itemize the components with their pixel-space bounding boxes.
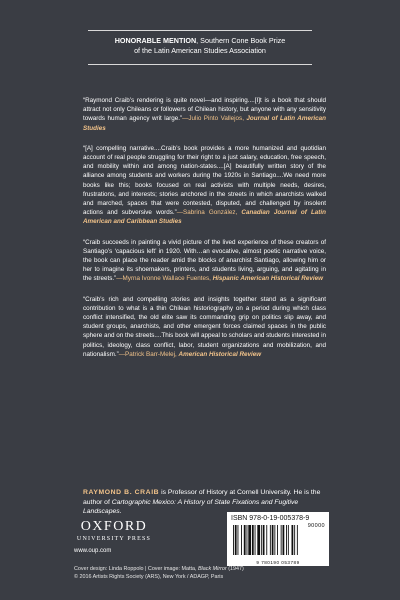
award-rule-top xyxy=(88,30,312,31)
barcode-stripe xyxy=(255,525,256,555)
barcode-stripe xyxy=(272,525,274,555)
quote-1 xyxy=(83,96,326,133)
barcode-stripe xyxy=(247,525,248,555)
award-title: HONORABLE MENTION xyxy=(114,36,197,45)
barcode-stripe xyxy=(288,525,289,555)
publisher-logo xyxy=(74,519,154,542)
quotes-section xyxy=(83,96,326,370)
quote-author: —Patrick Barr-Melej, xyxy=(118,350,179,358)
barcode-stripe xyxy=(270,525,271,555)
author-name: RAYMOND B. CRAIB xyxy=(83,489,160,496)
barcode-stripe xyxy=(248,525,251,555)
quote-text: “Craib’s rich and compelling stories and insights together stand as a significant contribution to what is a thin Chilean historiography on a period during which class conflict intensified, the old elite saw its commanding grip on politics slip away, and student groups, anarchists, and other emergent forces claimed spaces in the public sphere and on the streets....This book will appeal to scholars and students interested in politics, ideology, class conflict, labor, student organizations and mobilization, and nationalism.” xyxy=(83,295,326,358)
quote-3 xyxy=(83,238,326,284)
award-rule-bottom xyxy=(88,64,312,65)
barcode-stripe xyxy=(235,525,237,555)
barcode-stripe xyxy=(297,525,298,555)
quote-4 xyxy=(83,295,326,359)
author-other-book: Cartographic Mexico: A History of State Fixations and Fugitive Landscapes xyxy=(83,498,299,516)
barcode-stripe xyxy=(281,525,282,555)
quote-text: “Raymond Craib’s rendering is quite novel—and inspiring....[I]t is a book that should attract not only Chileans or followers of Chilean history, but anyone with any sensitivity towards human agency writ large.” xyxy=(83,97,326,123)
barcode-stripe xyxy=(283,525,285,555)
barcode-stripe xyxy=(274,525,275,555)
barcode-number: 9 780190 053789 xyxy=(256,560,300,565)
quote-author: —Myrna Ivonne Wallace Fuentes, xyxy=(116,275,213,283)
quote-2 xyxy=(83,144,326,227)
barcode-stripe xyxy=(261,525,262,555)
quote-publication: American Historical Review xyxy=(178,350,262,358)
barcode-stripe xyxy=(294,525,295,555)
quote-text: “Craib succeeds in painting a vivid picture of the lived experience of these creators of Santiago’s ‘capacious left’ in 1920. With…an evocative, almost poetic narrative voice, the book can place the reader amid the blocks of anarchist Santiago, allowing him or her to imagine its shoemakers, printers, and students living, arguing, and agitating in the streets.” xyxy=(83,238,326,283)
barcode-stripe xyxy=(277,525,278,555)
barcode-stripe xyxy=(286,525,287,555)
barcode-stripe xyxy=(233,525,234,555)
isbn-text: ISBN 978-0-19-005378-9 xyxy=(231,515,310,522)
author-bio-end: . xyxy=(119,508,122,516)
publisher-url: www.oup.com xyxy=(74,548,112,554)
quote-publication: Journal of Latin American Studies xyxy=(83,115,326,132)
credits-artwork-title: Black Mirror xyxy=(197,566,227,572)
cover-credits xyxy=(74,565,244,581)
barcode-box xyxy=(227,512,329,566)
barcode-stripe xyxy=(244,525,246,555)
barcode-stripe xyxy=(292,525,294,555)
credits-line-1 xyxy=(74,565,244,573)
award-text: , Southern Cone Book Prize xyxy=(196,36,286,45)
author-bio-text: is Professor of History at Cornell University. He is the author of xyxy=(83,489,321,506)
quote-text: “[A] compelling narrative....Craib’s book provides a more humanized and quotidian account of real people struggling for their right to a just salary, education, free speech, and mobility within and among nation-states....[A] beautifully written story of the alliance among students and workers during the 1920s in Santiago....We need more books like this; books focused on real activists with multiple needs, desires, frustrations, and interests; stories anchored in the streets in which anarchists walked and marched, spaces that were contested, disputed, and challenged by insolent actions and subversive words.” xyxy=(83,144,326,217)
quote-author: —Julio Pinto Vallejos, xyxy=(182,115,247,123)
credits-design: Cover design: Linda Roppolo | Cover image: Matta, xyxy=(74,566,198,572)
award-text-2: of the Latin American Studies Association xyxy=(134,45,266,55)
publisher-name: OXFORD xyxy=(80,519,148,534)
quote-publication: Hispanic American Historical Review xyxy=(212,275,323,283)
barcode-bars xyxy=(231,525,325,559)
quote-author: —Sabrina González, xyxy=(176,209,242,217)
barcode-stripe xyxy=(241,525,242,555)
credits-line-2: © 2016 Artists Rights Society (ARS), New York / ADAGP, Paris xyxy=(74,574,224,580)
barcode-stripe xyxy=(238,525,239,555)
barcode-stripe xyxy=(252,525,254,555)
award-notice xyxy=(0,36,400,55)
price-code: 90000 xyxy=(307,523,325,529)
barcode-stripe xyxy=(263,525,265,555)
credits-artwork-year: (1947) xyxy=(226,566,244,572)
barcode-stripe xyxy=(266,525,267,555)
barcode-stripe xyxy=(257,525,260,555)
publisher-subtitle: UNIVERSITY PRESS xyxy=(76,536,152,542)
quote-publication: Canadian Journal of Latin American and Caribbean Studies xyxy=(83,209,326,226)
